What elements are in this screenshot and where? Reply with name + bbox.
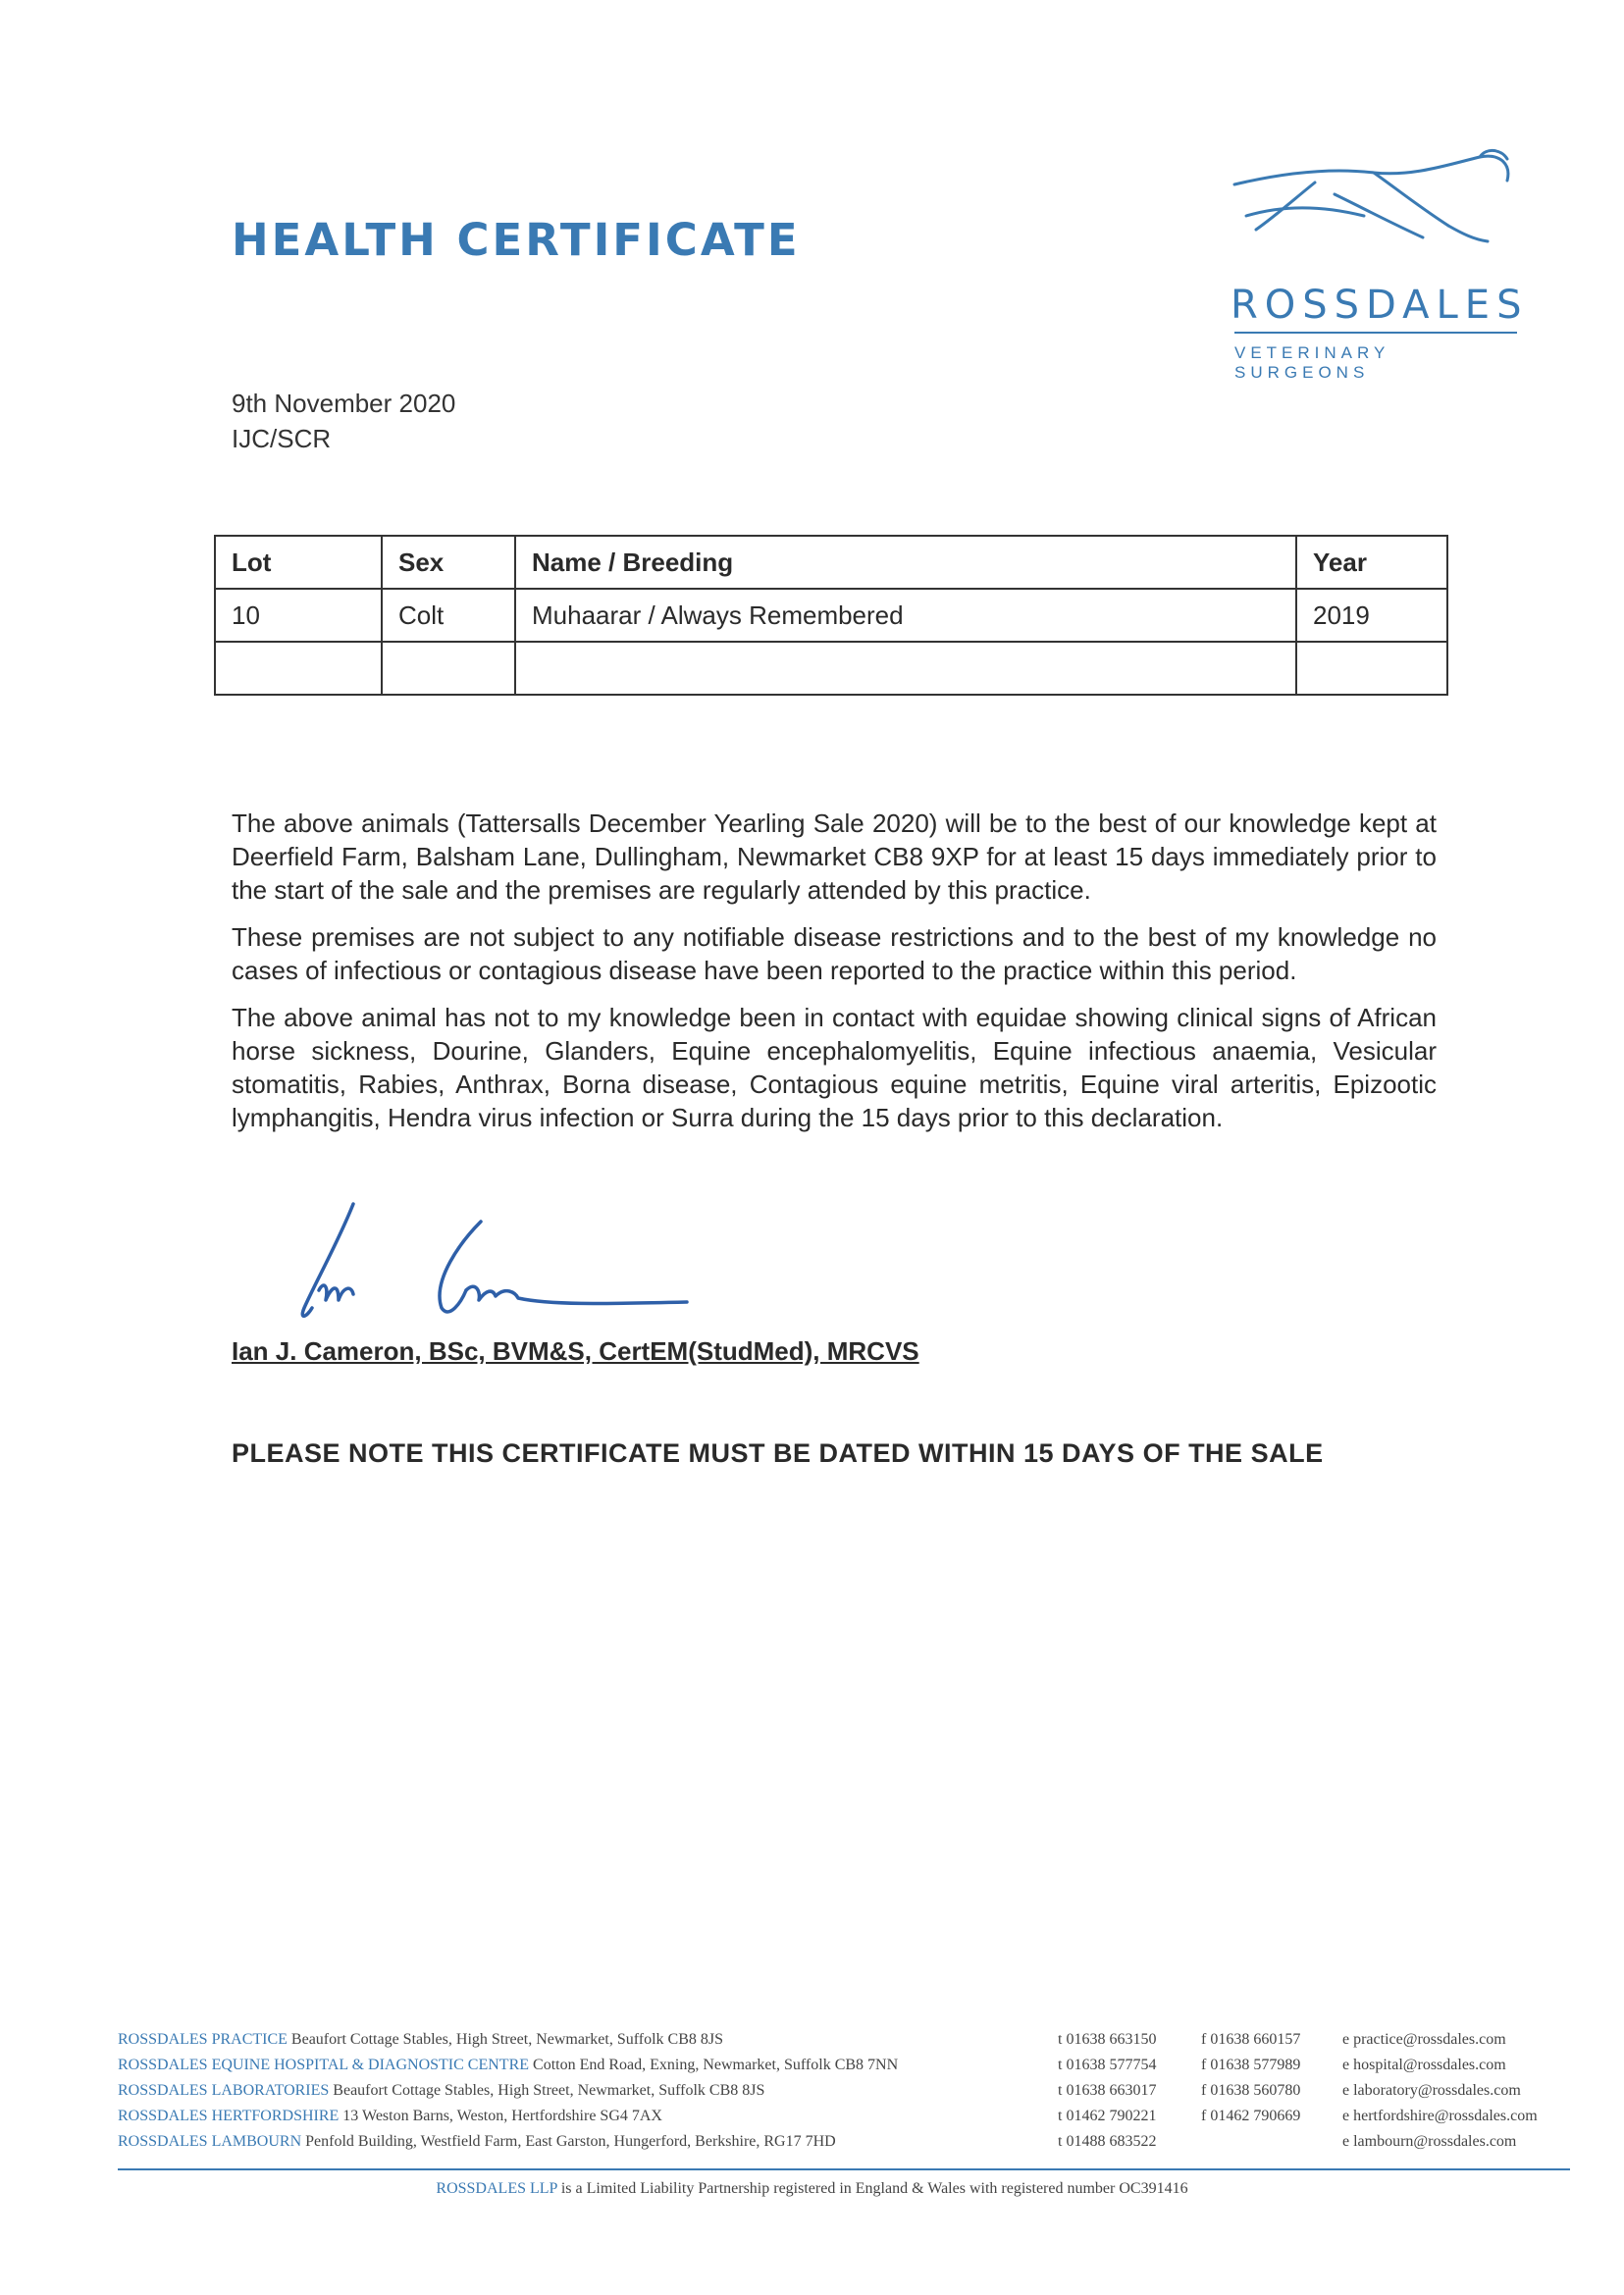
cell-name-breeding: Muhaarar / Always Remembered — [515, 589, 1296, 642]
footer-contacts — [118, 2031, 1570, 2159]
footer-telephone: t 01638 663150 — [1058, 2031, 1157, 2048]
cell-sex — [382, 642, 515, 695]
cell-sex: Colt — [382, 589, 515, 642]
cell-lot — [215, 642, 382, 695]
footer-email: e lambourn@rossdales.com — [1342, 2133, 1517, 2150]
column-header-lot: Lot — [215, 536, 382, 589]
letter-meta — [232, 386, 455, 456]
table-header-row — [215, 536, 1447, 589]
footer-fax: f 01638 560780 — [1201, 2082, 1301, 2099]
paragraph: The above animals (Tattersalls December Yearling Sale 2020) will be to the best of our knowledge kept at Deerfield Farm, Balsham Lane, Dullingham, Newmarket CB8 9XP for at least 15 days immediately prior to the start of the sale and the premises are regularly attended by this practice. — [232, 808, 1437, 905]
paragraph: The above animal has not to my knowledge been in contact with equidae showing clinical signs of African horse sickness, Dourine, Glanders, Equine encephalomyelitis, Equine infectious anaemia, Vesicular stomatitis, Rabies, Anthrax, Borna disease, Contagious equine metritis, Equine viral arteritis, Epizootic lymphangitis, Hendra virus infection or Surra during the 15 days prior to this declaration. — [232, 1003, 1437, 1132]
dating-notice: PLEASE NOTE THIS CERTIFICATE MUST BE DATED WITHIN 15 DAYS OF THE SALE — [232, 1438, 1324, 1468]
table-row — [215, 589, 1447, 642]
footer-branch-address: 13 Weston Barns, Weston, Hertfordshire SG4 7AX — [342, 2108, 662, 2124]
footer-email: e laboratory@rossdales.com — [1342, 2082, 1521, 2099]
footer-telephone: t 01488 683522 — [1058, 2133, 1157, 2150]
legal-notice — [0, 2180, 1624, 2198]
footer-branch-address: Cotton End Road, Exning, Newmarket, Suffolk CB8 7NN — [533, 2057, 899, 2073]
footer-telephone: t 01638 663017 — [1058, 2082, 1157, 2099]
cell-lot: 10 — [215, 589, 382, 642]
paragraph: These premises are not subject to any notifiable disease restrictions and to the best of my knowledge no cases of infectious or contagious disease have been reported to the practice within this period. — [232, 922, 1437, 985]
letter-reference: IJC/SCR — [232, 424, 332, 453]
footer-branch-name: ROSSDALES PRACTICE — [118, 2031, 288, 2048]
brand-subtitle: VETERINARY SURGEONS — [1234, 343, 1390, 382]
column-header-name-breeding: Name / Breeding — [515, 536, 1296, 589]
handwritten-signature-icon — [285, 1192, 716, 1330]
horse-logo-icon — [1217, 147, 1521, 294]
cell-year — [1296, 642, 1447, 695]
footer-email: e hospital@rossdales.com — [1342, 2057, 1506, 2073]
footer-row — [118, 2108, 1570, 2133]
footer-branch-name: ROSSDALES LABORATORIES — [118, 2082, 330, 2099]
page-title: HEALTH CERTIFICATE — [232, 214, 801, 266]
cell-name-breeding — [515, 642, 1296, 695]
table-row — [215, 642, 1447, 695]
footer-row — [118, 2133, 1570, 2159]
legal-company-name: ROSSDALES LLP — [436, 2180, 557, 2197]
brand-name: ROSSDALES — [1231, 283, 1529, 328]
column-header-year: Year — [1296, 536, 1447, 589]
signer-name: Ian J. Cameron, BSc, BVM&S, CertEM(StudMed), MRCVS — [232, 1336, 919, 1366]
footer-fax: f 01462 790669 — [1201, 2108, 1301, 2124]
cell-year: 2019 — [1296, 589, 1447, 642]
footer-row — [118, 2057, 1570, 2082]
footer-branch-address: Beaufort Cottage Stables, High Street, Newmarket, Suffolk CB8 8JS — [290, 2031, 724, 2048]
footer-branch-name: ROSSDALES HERTFORDSHIRE — [118, 2108, 340, 2124]
column-header-sex: Sex — [382, 536, 515, 589]
footer-fax: f 01638 660157 — [1201, 2031, 1301, 2048]
footer-telephone: t 01462 790221 — [1058, 2108, 1157, 2124]
footer-branch-address: Beaufort Cottage Stables, High Street, Newmarket, Suffolk CB8 8JS — [333, 2082, 765, 2099]
footer-divider — [118, 2168, 1570, 2170]
brand-divider — [1234, 332, 1517, 334]
footer-branch-address: Penfold Building, Westfield Farm, East Garston, Hungerford, Berkshire, RG17 7HD — [305, 2133, 836, 2150]
footer-email: e hertfordshire@rossdales.com — [1342, 2108, 1538, 2124]
legal-text: is a Limited Liability Partnership registered in England & Wales with registered number OC391416 — [560, 2180, 1188, 2197]
footer-branch-name: ROSSDALES EQUINE HOSPITAL & DIAGNOSTIC CENTRE — [118, 2057, 530, 2073]
footer-telephone: t 01638 577754 — [1058, 2057, 1157, 2073]
letter-date: 9th November 2020 — [232, 389, 456, 418]
footer-branch-name: ROSSDALES LAMBOURN — [118, 2133, 302, 2150]
footer-row — [118, 2031, 1570, 2057]
lot-table — [214, 535, 1448, 696]
certificate-body — [232, 807, 1437, 1148]
footer-fax: f 01638 577989 — [1201, 2057, 1301, 2073]
footer-row — [118, 2082, 1570, 2108]
rossdales-logo — [1217, 147, 1529, 382]
signature — [285, 1192, 716, 1330]
footer-email: e practice@rossdales.com — [1342, 2031, 1506, 2048]
